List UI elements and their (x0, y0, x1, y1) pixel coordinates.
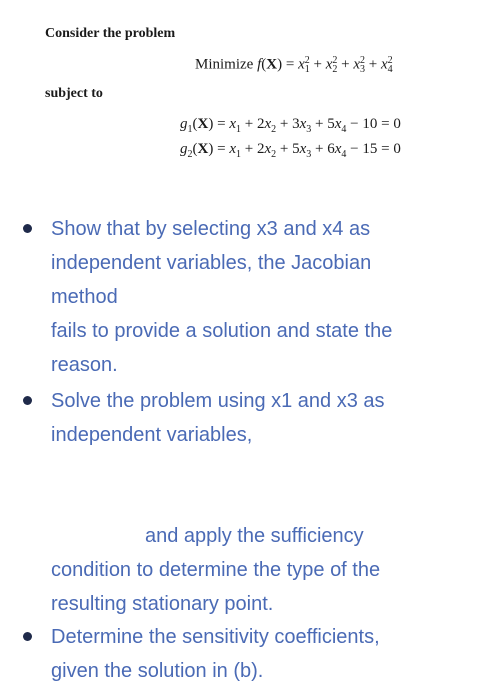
bullet-icon (23, 632, 32, 641)
question-b-line: resulting stationary point. (51, 593, 274, 615)
question-b-line: condition to determine the type of the (51, 559, 381, 581)
constraint-g1: $g_1(X) = x_1 + 2x_2 + 3x_3 + 5x_4 - 10 = 0$ (180, 116, 401, 135)
question-a-line: method (51, 286, 118, 308)
bullet-icon (23, 224, 32, 233)
question-c-line: given the solution in (b). (51, 660, 264, 682)
question-a-line: independent variables, the Jacobian (51, 252, 372, 274)
subject-to-label: subject to (45, 86, 103, 101)
question-b-line: and apply the sufficiency (145, 525, 364, 547)
question-b-line: Solve the problem using x1 and x3 as (51, 390, 385, 412)
question-c-line: Determine the sensitivity coefficients, (51, 626, 380, 648)
problem-intro: Consider the problem (45, 26, 176, 41)
objective-function: Minimize f(X) = x 2 1 + x 2 2 + x 2 3 + x 2 4 (195, 55, 393, 75)
minimize-label: Minimize (195, 56, 254, 73)
question-a-line: fails to provide a solution and state the (51, 320, 393, 342)
question-a-line: Show that by selecting x3 and x4 as (51, 218, 371, 240)
bullet-icon (23, 396, 32, 405)
constraint-g2: $g_2(X) = x_1 + 2x_2 + 5x_3 + 6x_4 - 15 = 0$ (180, 141, 401, 160)
question-b-line: independent variables, (51, 424, 253, 446)
question-a-line: reason. (51, 354, 118, 376)
